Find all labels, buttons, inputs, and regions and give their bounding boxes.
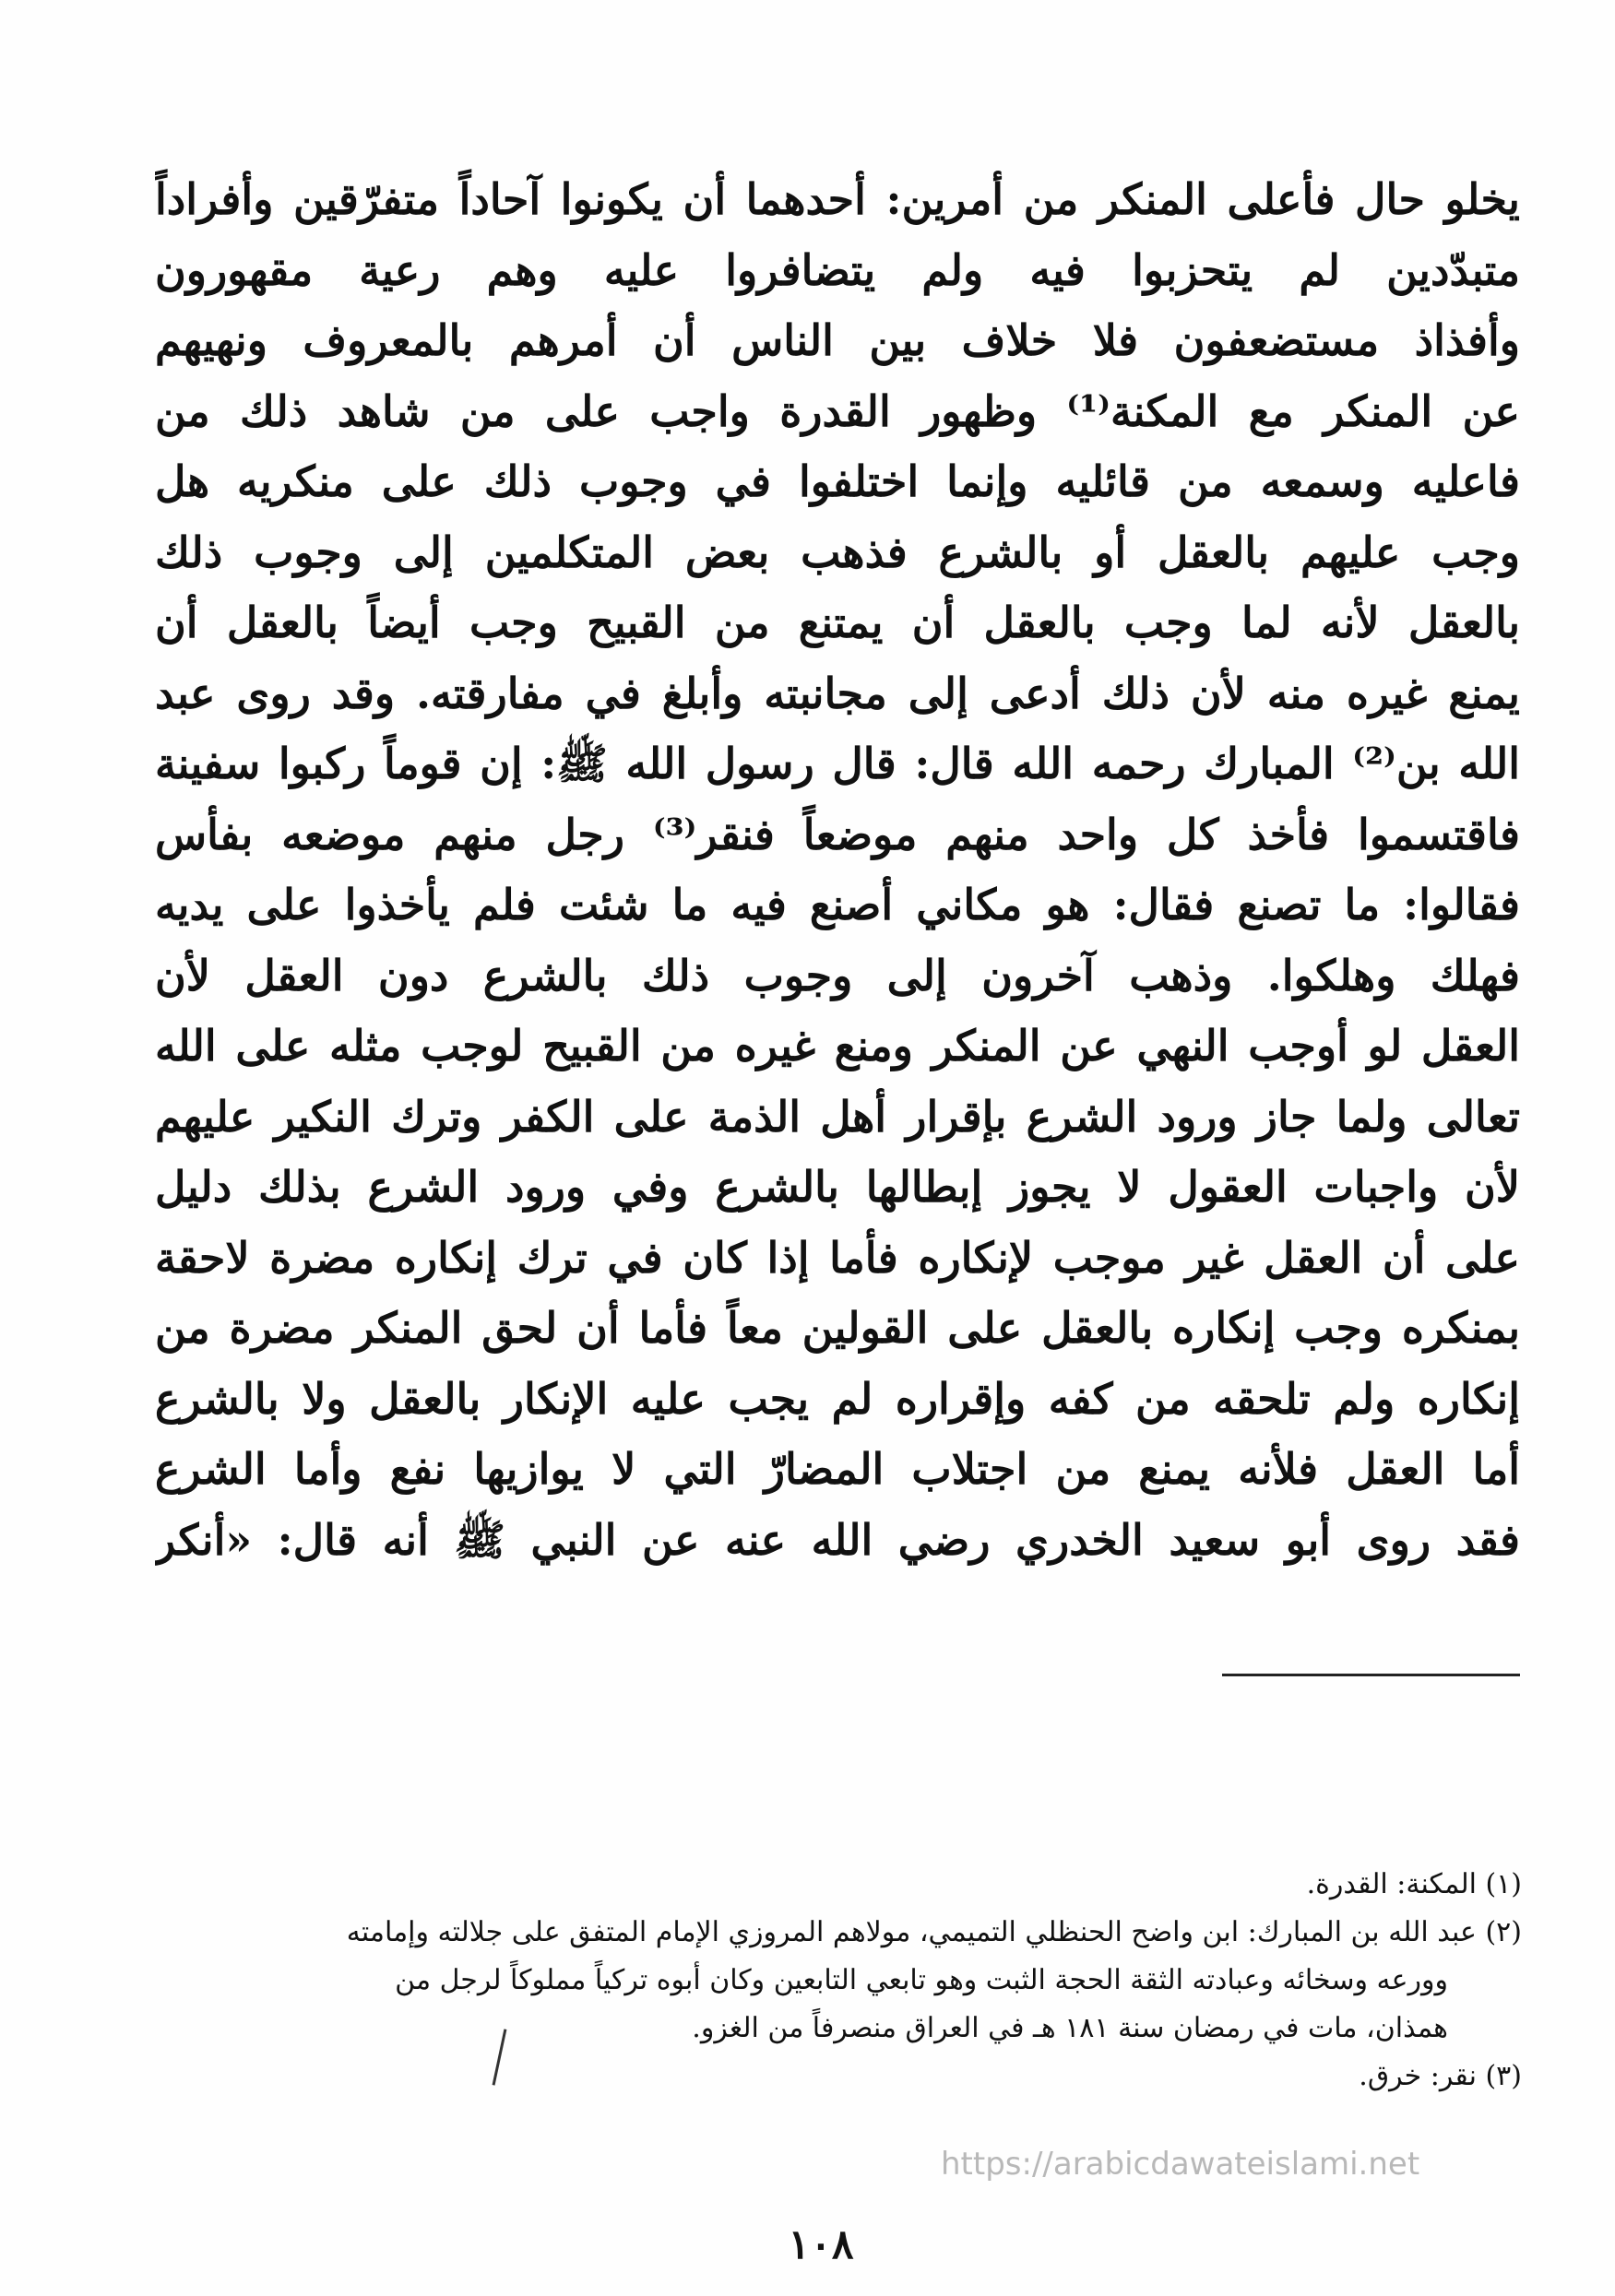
text-line: يمنع غيره منه لأن ذلك أدعى إلى مجانبته وأبلغ في مفارقته. وقد روى عبد	[155, 668, 1520, 718]
text-line: يخلو حال فأعلى المنكر من أمرين: أحدهما أن يكونوا آحاداً متفرّقين وأفراداً	[155, 174, 1520, 224]
text-line: وجب عليهم بالعقل أو بالشرع فذهب بعض المتكلمين إلى وجوب ذلك	[155, 527, 1520, 577]
text-line: فهلك وهلكوا. وذهب آخرون إلى وجوب ذلك بالشرع دون العقل لأن	[155, 950, 1520, 1000]
footnote-separator	[1222, 1674, 1520, 1676]
text-line: إنكاره ولم تلحقه من كفه وإقراره لم يجب عليه الإنكار بالعقل ولا بالشرع	[155, 1373, 1520, 1424]
text-line: متبدّدين لم يتحزبوا فيه ولم يتضافروا عليه وهم رعية مقهورون	[155, 244, 1520, 295]
main-text-body	[155, 164, 1520, 1575]
text-line: على أن العقل غير موجب لإنكاره فأما إذا كان في ترك إنكاره مضرة لاحقة	[155, 1232, 1520, 1283]
text-line: لأن واجبات العقول لا يجوز إبطالها بالشرع وفي ورود الشرع بذلك دليل	[155, 1162, 1520, 1212]
text-line: وأفذاذ مستضعفون فلا خلاف بين الناس أن أمرهم بالمعروف ونهيهم	[155, 315, 1520, 365]
footnotes-section	[138, 1861, 1522, 2101]
text-line: بالعقل لأنه لما وجب بالعقل أن يمتنع من القبيح وجب أيضاً بالعقل أن	[155, 598, 1520, 647]
footnote-1: (١) المكنة: القدرة.	[1306, 1868, 1522, 1900]
text-line: الله بن⁽²⁾ المبارك رحمه الله قال: قال رسول الله ﷺ: إن قوماً ركبوا سفينة	[155, 739, 1520, 788]
footnote-2-continuation: وورعه وسخائه وعبادته الثقة الحجة الثبت وهو تابعي التابعين وكان أبوه تركياً مملوكاً لرجل من	[395, 1964, 1448, 1996]
footnote-2-continuation: همذان، مات في رمضان سنة ١٨١ هـ في العراق منصرفاً من الغزو.	[692, 2012, 1448, 2044]
watermark-url: https://arabicdawateislami.net	[941, 2146, 1420, 2183]
text-line: فاقتسموا فأخذ كل واحد منهم موضعاً فنقر⁽³⁾ رجل منهم موضعه بفأس	[155, 809, 1520, 859]
text-line: عن المنكر مع المكنة⁽¹⁾ وظهور القدرة واجب على من شاهد ذلك من	[155, 385, 1520, 436]
text-line: أما العقل فلأنه يمنع من اجتلاب المضارّ التي لا يوازيها نفع وأما الشرع	[155, 1444, 1520, 1494]
text-line: فقد روى أبو سعيد الخدري رضي الله عنه عن النبي ﷺ أنه قال: «أنكر	[155, 1514, 1520, 1565]
text-line: فاعليه وسمعه من قائليه وإنما اختلفوا في وجوب ذلك على منكريه هل	[155, 456, 1520, 506]
page-number: ١٠٨	[788, 2221, 854, 2268]
footnote-3: (٣) نقر: خرق.	[1359, 2060, 1522, 2092]
text-line: فقالوا: ما تصنع فقال: هو مكاني أصنع فيه ما شئت فلم يأخذوا على يديه	[155, 880, 1520, 929]
text-line: تعالى ولما جاز ورود الشرع بإقرار أهل الذمة على الكفر وترك النكير عليهم	[155, 1091, 1520, 1142]
text-line: العقل لو أوجب النهي عن المنكر ومنع غيره من القبيح لوجب مثله على الله	[155, 1021, 1520, 1071]
text-line: بمنكره وجب إنكاره بالعقل على القولين معاً فأما أن لحق المنكر مضرة من	[155, 1303, 1520, 1353]
footnote-2: (٢) عبد الله بن المبارك: ابن واضح الحنظلي التميمي، مولاهم المروزي الإمام المتفق على جلالته وإمامته	[346, 1916, 1522, 1948]
